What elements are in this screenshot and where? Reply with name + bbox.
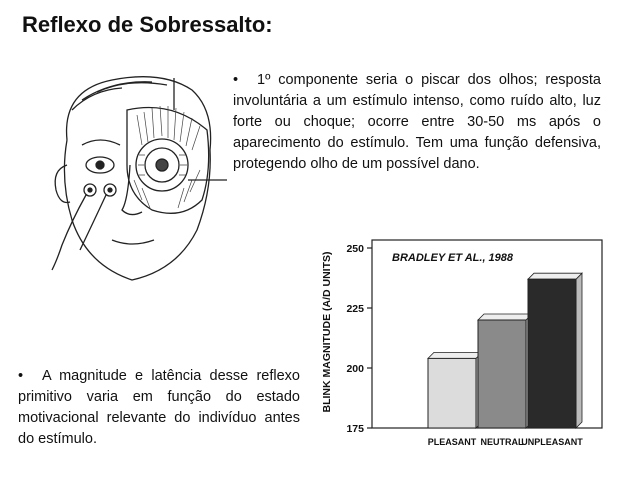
x-label-unpleasant: UNPLEASANT	[521, 437, 583, 447]
bar-pleasant	[428, 358, 476, 428]
bar-top-neutral	[478, 314, 532, 320]
x-label-neutral: NEUTRAL	[480, 437, 524, 447]
bullet-paragraph-blink	[233, 70, 601, 175]
y-tick-label: 250	[346, 243, 364, 255]
bar-unpleasant	[528, 279, 576, 428]
bullet-marker: •	[18, 368, 24, 384]
y-axis-ticks	[346, 243, 372, 435]
x-label-pleasant: PLEASANT	[427, 437, 477, 447]
bullet-paragraph-magnitude	[18, 366, 300, 450]
y-tick-label: 200	[346, 363, 364, 375]
bar-top-pleasant	[428, 352, 482, 358]
blink-magnitude-chart	[314, 228, 614, 453]
face-blink-diagram-icon	[42, 70, 227, 290]
y-tick-label: 225	[346, 303, 364, 315]
bar-side-unpleasant	[576, 273, 582, 428]
paragraph-1-text: 1º componente seria o piscar dos olhos; resposta involuntária a um estímulo intenso, como ruído alto, luz forte ou choque; ocorre entre 30-50 ms após o aparecimento do estímulo. Tem uma função defensiva, protegendo olho de um possível dano.	[233, 72, 601, 172]
bar-top-unpleasant	[528, 273, 582, 279]
y-tick-label: 175	[346, 423, 364, 435]
chart-title: BRADLEY ET AL., 1988	[392, 252, 514, 264]
chart-ylabel: BLINK MAGNITUDE (A/D UNITS)	[321, 251, 333, 413]
paragraph-2-text: A magnitude e latência desse reflexo primitivo varia em função do estado motivacional relevante do indivíduo antes do estímulo.	[18, 368, 300, 447]
bar-neutral	[478, 320, 526, 428]
bullet-marker: •	[233, 72, 239, 88]
page-title: Reflexo de Sobressalto:	[22, 12, 273, 37]
x-axis-labels	[428, 437, 584, 447]
bars-group	[428, 273, 582, 428]
